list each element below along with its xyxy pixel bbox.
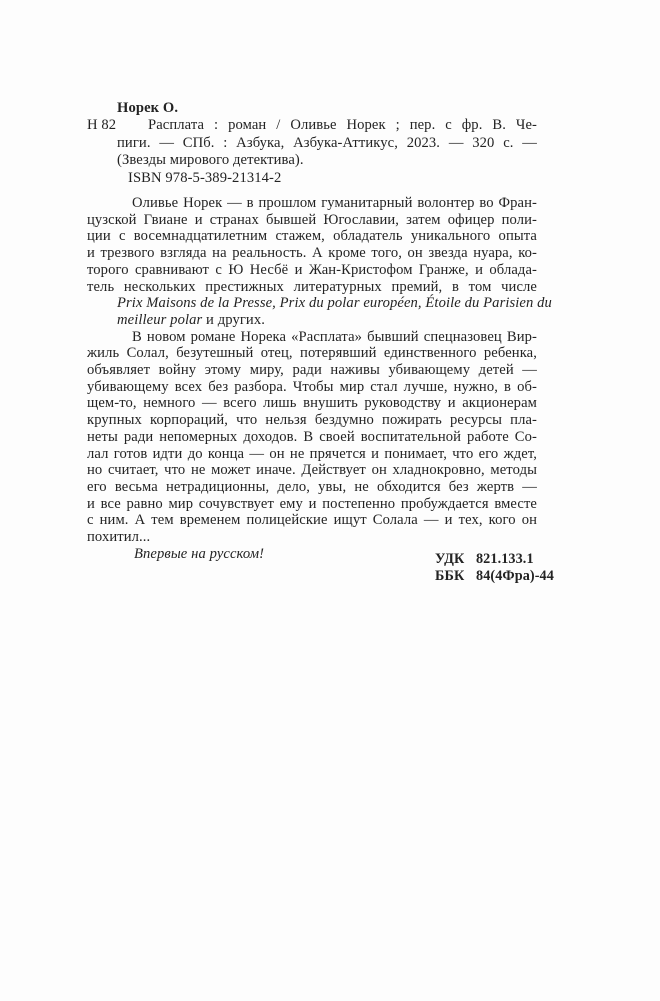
text-segment: тель нескольких престижных литературных премий, в том числе [87, 278, 537, 295]
text-segment: его весьма нетрадиционны, дело, увы, не обходится без жертв — [87, 478, 537, 495]
text-segment: объявляет войну этому миру, ради наживы убивающему детей — [87, 362, 537, 379]
annotation-paragraph-1 [87, 195, 552, 329]
catalog-code: Н 82 [87, 117, 117, 134]
udk-line [435, 551, 554, 568]
text-segment: Оливье Норек — в прошлом гуманитарный волонтер во Фран- [132, 195, 537, 212]
text-line [87, 329, 537, 346]
text-line [87, 345, 537, 362]
text-segment: щем-то, немного — всего лишь внушить руководству и акционерам [87, 395, 537, 412]
text-line [87, 429, 537, 446]
text-line [87, 529, 537, 546]
text-segment: Prix Maisons de la Presse, Prix du polar européen, Étoile du Parisien du [117, 295, 552, 312]
imprint-content [87, 100, 554, 584]
text-line [87, 279, 537, 296]
text-line [87, 512, 537, 529]
classification-block [435, 551, 554, 585]
text-line [87, 462, 537, 479]
text-segment: Расплата : роман / Оливье Норек ; пер. с фр. В. Че- [148, 117, 537, 134]
bbk-line [435, 568, 554, 585]
text-line [87, 312, 537, 329]
text-segment: но считает, что не может иначе. Действует он хладнокровно, методы [87, 462, 537, 479]
text-segment: лал готов идти до конца — он не прячется и понимает, что его ждет, [87, 445, 537, 462]
bibliographic-record [87, 117, 537, 187]
udk-value: 821.133.1 [475, 551, 534, 567]
text-line [87, 117, 537, 134]
author-heading: Норек О. [117, 100, 179, 116]
text-line [87, 379, 537, 396]
text-segment: meilleur polar [117, 311, 203, 328]
text-line [87, 212, 537, 229]
text-line [87, 395, 537, 412]
text-segment: В новом романе Норека «Расплата» бывший спецназовец Вир- [132, 328, 537, 345]
text-segment: жиль Солал, безутешный отец, потерявший единственного ребенка, [87, 345, 537, 362]
isbn-line: ISBN 978-5-389-21314-2 [128, 169, 282, 186]
text-segment: неты ради непомерных доходов. В своей воспитательной работе Со- [87, 428, 537, 445]
text-segment: с ним. А тем временем полицейские ищут Солала — и тех, кого он [87, 512, 537, 529]
annotation-paragraph-2 [87, 329, 537, 546]
text-line [87, 228, 537, 245]
text-line [87, 152, 537, 169]
bbk-value: 84(4Фра)-44 [476, 568, 554, 584]
bbk-label: ББК [435, 568, 465, 584]
text-line [87, 446, 537, 463]
text-segment: похитил... [87, 529, 151, 546]
text-segment: и все равно мир сочувствует ему и постепенно пробуждается вместе [87, 495, 537, 512]
text-line [87, 245, 537, 262]
text-segment: торого сравнивают с Ю Несбё и Жан-Кристофом Гранже, и облада- [87, 261, 537, 278]
text-line [87, 479, 537, 496]
annotation [87, 195, 552, 562]
text-segment: цузской Гвиане и странах бывшей Югославии, затем офицер поли- [87, 211, 537, 228]
text-segment: и других. [202, 311, 265, 328]
text-segment: крупных корпораций, что нельзя бездумно пожирать ресурсы пла- [87, 412, 537, 429]
text-line [87, 496, 537, 513]
text-segment: и трезвого взгляда на реальность. А кроме того, он звезда нуара, ко- [87, 245, 537, 262]
text-segment: убивающему всех без разбора. Чтобы мир стал лучше, нужно, в об- [87, 378, 537, 395]
text-segment: пиги. — СПб. : Азбука, Азбука-Аттикус, 2023. — 320 с. — [117, 134, 537, 151]
text-line [87, 135, 537, 152]
text-line [87, 195, 537, 212]
text-line [87, 362, 537, 379]
text-line [87, 412, 537, 429]
text-segment: (Звезды мирового детектива). [117, 152, 304, 169]
udk-label: УДК [435, 551, 465, 567]
first-time-note: Впервые на русском! [134, 545, 265, 562]
text-segment: ции с восемнадцатилетним стажем, обладатель уникального опыта [87, 228, 537, 245]
bibliographic-lines [87, 117, 537, 169]
text-line [87, 262, 537, 279]
text-line [87, 295, 552, 312]
